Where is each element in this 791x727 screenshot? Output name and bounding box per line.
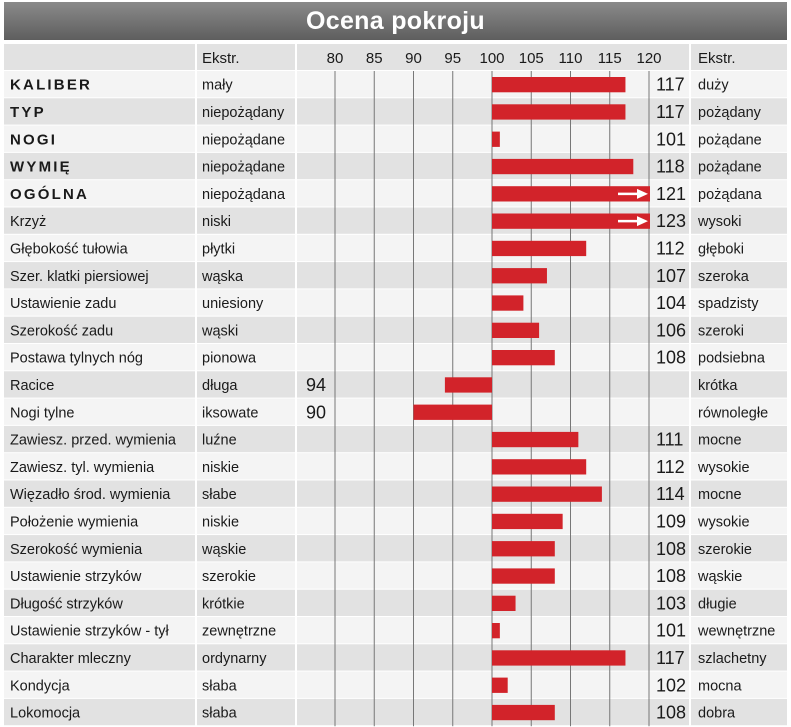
trait-label: Postawa tylnych nóg	[10, 350, 143, 367]
left-extreme-label: niskie	[202, 514, 240, 531]
bar	[492, 432, 578, 447]
x-tick-label: 85	[365, 50, 383, 67]
trait-label: Kondycja	[10, 678, 70, 695]
right-extreme-label: wysokie	[698, 459, 750, 476]
x-tick-label: 105	[518, 50, 544, 67]
trait-label: Głębokość tułowia	[10, 241, 128, 258]
left-extreme-label: niski	[202, 214, 232, 231]
right-extreme-label: spadzisty	[698, 296, 759, 313]
chart-title: Ocena pokroju	[4, 2, 787, 40]
bar	[492, 514, 563, 529]
left-extreme-label: niepożądane	[202, 132, 286, 149]
left-extreme-label: słaba	[202, 705, 237, 722]
value-label: 103	[656, 593, 687, 614]
header-left-extreme: Ekstr.	[202, 50, 240, 67]
trait-label: Nogi tylne	[10, 405, 75, 422]
value-label: 109	[656, 511, 687, 532]
right-extreme-label: wewnętrzne	[698, 623, 776, 640]
value-label: 106	[656, 320, 687, 341]
right-extreme-label: pożądane	[698, 159, 762, 176]
x-tick-label: 115	[597, 50, 622, 67]
bar	[492, 132, 500, 147]
right-extreme-label: głęboki	[698, 241, 744, 258]
right-extreme-label: równoległe	[698, 405, 769, 422]
right-extreme-label: wysokie	[698, 514, 750, 531]
trait-label: Krzyż	[10, 214, 47, 231]
bar	[445, 377, 492, 392]
right-extreme-label: pożądane	[698, 132, 762, 149]
trait-label: KALIBER	[10, 76, 93, 94]
bar	[492, 705, 555, 720]
x-tick-label: 120	[636, 50, 662, 67]
bar	[492, 295, 523, 310]
right-extreme-label: wąskie	[698, 569, 743, 586]
x-tick-label: 80	[326, 50, 344, 67]
right-extreme-label: szeroki	[698, 323, 744, 340]
left-extreme-label: luźne	[202, 432, 237, 449]
trait-label: Lokomocja	[10, 705, 81, 722]
value-label: 108	[656, 347, 687, 368]
value-label: 112	[656, 456, 685, 477]
trait-label: TYP	[10, 103, 46, 121]
bar	[492, 104, 625, 119]
bar	[492, 241, 586, 256]
left-extreme-label: niepożądana	[202, 186, 286, 203]
trait-label: WYMIĘ	[10, 158, 72, 176]
right-extreme-label: szerokie	[698, 541, 752, 558]
bar	[492, 77, 625, 92]
right-extreme-label: dobra	[698, 705, 736, 722]
left-extreme-label: wąska	[202, 268, 244, 285]
left-extreme-label: krótkie	[202, 596, 245, 613]
left-extreme-label: niepożądane	[202, 159, 286, 176]
header-row	[4, 44, 787, 70]
value-label: 112	[656, 238, 685, 259]
trait-label: Szerokość wymienia	[10, 541, 143, 558]
left-extreme-label: słabe	[202, 487, 237, 504]
right-extreme-label: mocne	[698, 487, 742, 504]
x-tick-label: 90	[405, 50, 422, 67]
value-label: 107	[656, 265, 687, 286]
bar	[492, 268, 547, 283]
row-background	[4, 399, 787, 425]
right-extreme-label: podsiebna	[698, 350, 765, 367]
bar	[492, 650, 625, 665]
value-label: 108	[656, 566, 687, 587]
value-label: 108	[656, 702, 687, 723]
trait-label: Położenie wymienia	[10, 514, 139, 531]
value-label: 121	[656, 183, 687, 204]
bar	[492, 596, 516, 611]
left-extreme-label: iksowate	[202, 405, 259, 422]
left-extreme-label: zewnętrzne	[202, 623, 277, 640]
header-right-extreme: Ekstr.	[698, 50, 736, 67]
trait-label: NOGI	[10, 131, 58, 149]
trait-label: Zawiesz. tyl. wymienia	[10, 459, 155, 476]
left-extreme-label: niepożądany	[202, 104, 285, 121]
trait-label: OGÓLNA	[10, 185, 90, 203]
trait-label: Racice	[10, 377, 55, 394]
value-label: 94	[306, 374, 327, 395]
right-extreme-label: pożądany	[698, 104, 761, 121]
value-label: 117	[656, 74, 685, 95]
trait-label: Ustawienie strzyków - tył	[10, 623, 169, 640]
right-extreme-label: szeroka	[698, 268, 749, 285]
row-background	[4, 371, 787, 397]
x-tick-label: 100	[479, 50, 505, 67]
right-extreme-label: krótka	[698, 377, 738, 394]
trait-label: Charakter mleczny	[10, 650, 131, 667]
right-extreme-label: mocne	[698, 432, 742, 449]
trait-label: Ustawienie zadu	[10, 296, 117, 313]
x-tick-label: 110	[558, 50, 583, 67]
value-label: 102	[656, 675, 687, 696]
trait-label: Więzadło środ. wymienia	[10, 487, 171, 504]
bar	[492, 459, 586, 474]
right-extreme-label: długie	[698, 596, 737, 613]
trait-label: Szer. klatki piersiowej	[10, 268, 149, 285]
value-label: 114	[656, 484, 685, 505]
value-label: 90	[306, 402, 327, 423]
right-extreme-label: mocna	[698, 678, 742, 695]
left-extreme-label: płytki	[202, 241, 236, 258]
x-tick-label: 95	[444, 50, 462, 67]
value-label: 101	[656, 129, 687, 150]
value-label: 118	[656, 156, 685, 177]
value-label: 111	[656, 429, 684, 450]
bar	[492, 541, 555, 556]
left-extreme-label: długa	[202, 377, 238, 394]
trait-label: Ustawienie strzyków	[10, 569, 142, 586]
value-label: 104	[656, 293, 687, 314]
right-extreme-label: wysoki	[698, 214, 742, 231]
trait-label: Zawiesz. przed. wymienia	[10, 432, 176, 449]
bar	[414, 405, 493, 420]
trait-label: Długość strzyków	[10, 596, 123, 613]
bar	[492, 568, 555, 583]
left-extreme-label: mały	[202, 77, 233, 94]
value-label: 101	[656, 620, 687, 641]
bar	[492, 623, 500, 638]
value-label: 123	[656, 211, 687, 232]
left-extreme-label: pionowa	[202, 350, 257, 367]
left-extreme-label: ordynarny	[202, 650, 267, 667]
left-extreme-label: szerokie	[202, 569, 256, 586]
right-extreme-label: szlachetny	[698, 650, 767, 667]
bar	[492, 350, 555, 365]
left-extreme-label: uniesiony	[202, 296, 264, 313]
value-label: 117	[656, 101, 685, 122]
bar	[492, 678, 508, 693]
right-extreme-label: duży	[698, 77, 729, 94]
trait-label: Szerokość zadu	[10, 323, 114, 340]
left-extreme-label: wąskie	[202, 541, 247, 558]
right-extreme-label: pożądana	[698, 186, 762, 203]
left-extreme-label: niskie	[202, 459, 240, 476]
bar	[492, 487, 602, 502]
bar	[492, 159, 633, 174]
bar	[492, 323, 539, 338]
left-extreme-label: słaba	[202, 678, 237, 695]
value-label: 108	[656, 538, 687, 559]
value-label: 117	[656, 647, 685, 668]
left-extreme-label: wąski	[202, 323, 239, 340]
